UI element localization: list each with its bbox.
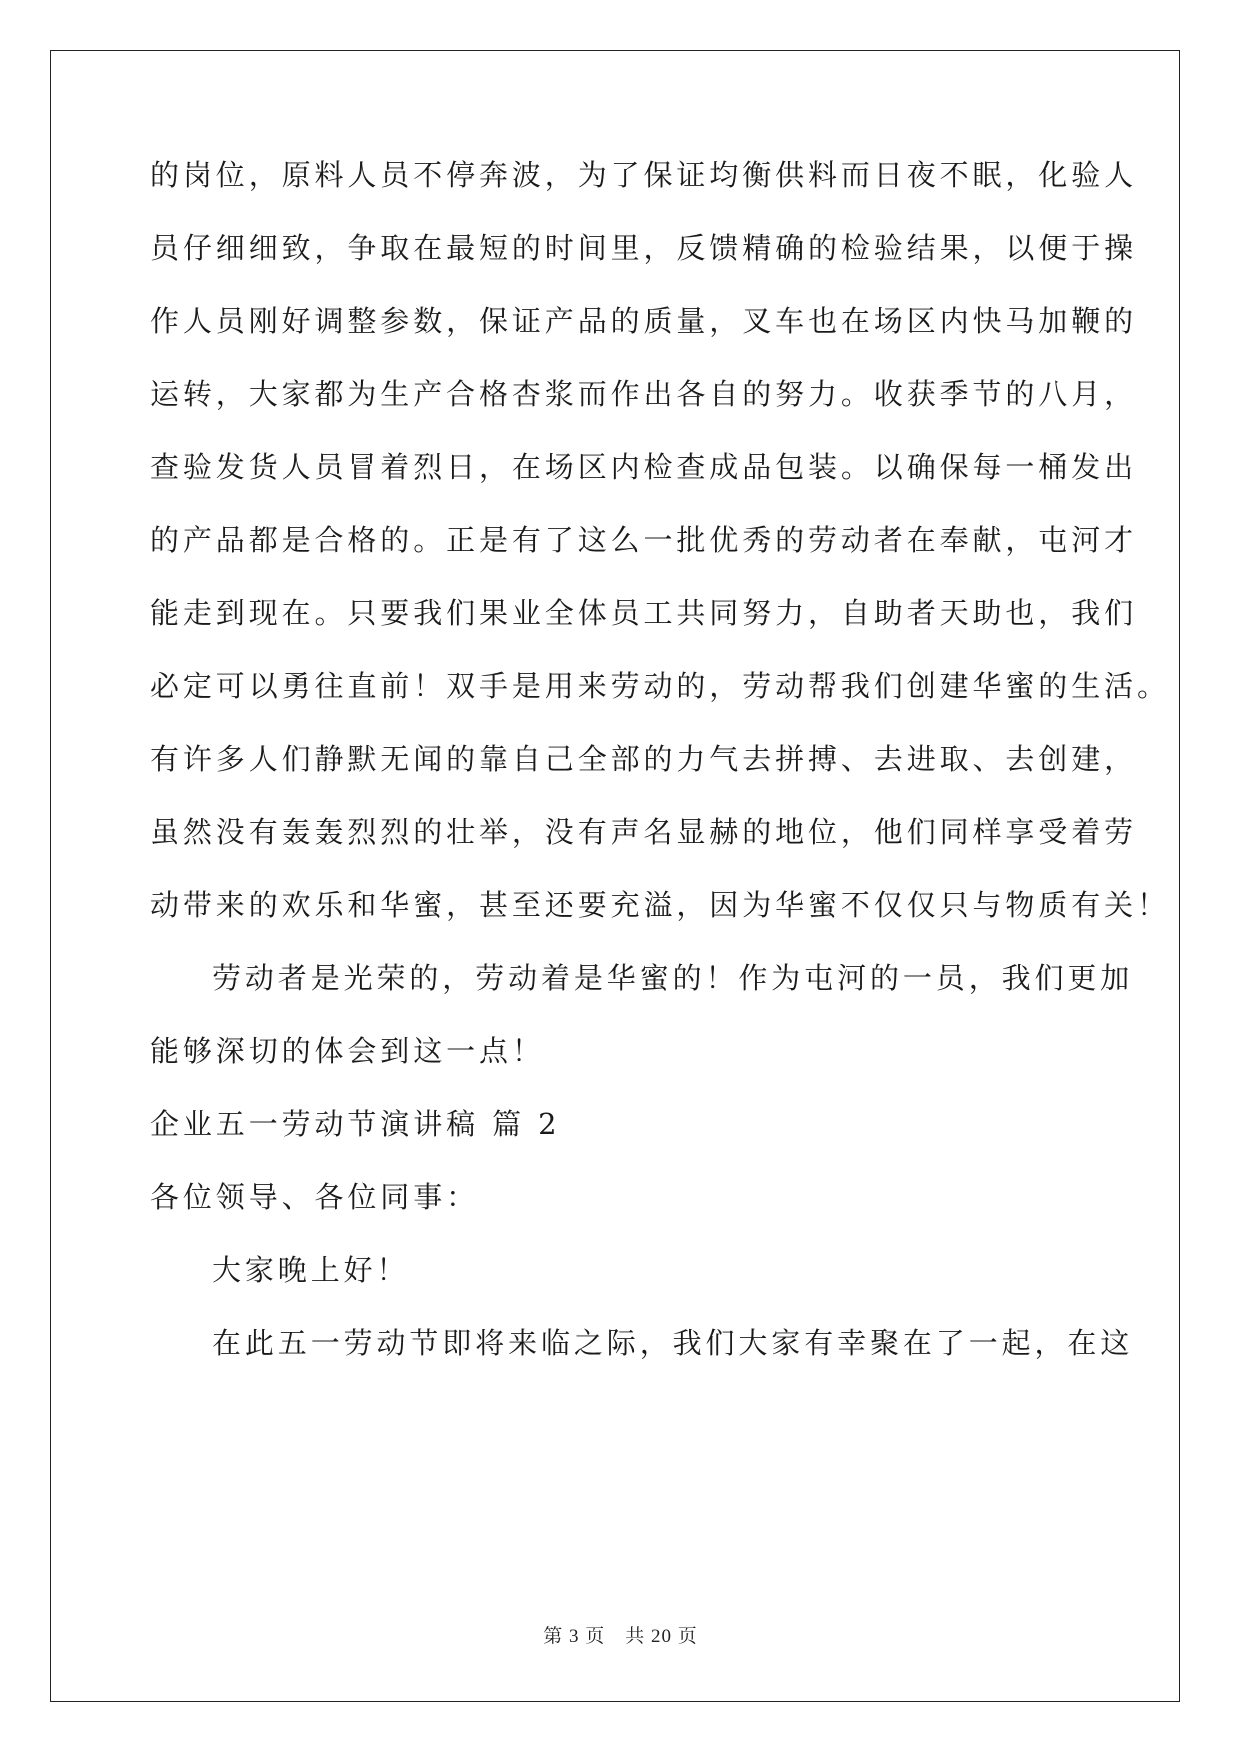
text-line: 的产品都是合格的。正是有了这么一批优秀的劳动者在奉献，屯河才 xyxy=(150,523,1138,557)
text-line: 虽然没有轰轰烈烈的壮举，没有声名显赫的地位，他们同样享受着劳 xyxy=(150,815,1138,849)
text-line: 能够深切的体会到这一点！ xyxy=(150,1034,545,1068)
paragraph-start-line: 劳动者是光荣的，劳动着是华蜜的！作为屯河的一员，我们更加 xyxy=(212,961,1134,995)
text-line: 查验发货人员冒着烈日，在场区内检查成品包装。以确保每一桶发出 xyxy=(150,450,1138,484)
text-line: 员仔细细致，争取在最短的时间里，反馈精确的检验结果，以便于操 xyxy=(150,231,1138,265)
paragraph-start-line: 在此五一劳动节即将来临之际，我们大家有幸聚在了一起，在这 xyxy=(212,1326,1134,1360)
text-line: 有许多人们静默无闻的靠自己全部的力气去拼搏、去进取、去创建， xyxy=(150,742,1138,776)
salutation: 各位领导、各位同事： xyxy=(150,1180,480,1214)
text-line: 动带来的欢乐和华蜜，甚至还要充溢，因为华蜜不仅仅只与物质有关！ xyxy=(150,888,1170,922)
text-line: 运转，大家都为生产合格杏浆而作出各自的努力。收获季节的八月， xyxy=(150,377,1138,411)
section-heading: 企业五一劳动节演讲稿 篇 2 xyxy=(150,1107,561,1141)
text-line: 必定可以勇往直前！双手是用来劳动的，劳动帮我们创建华蜜的生活。 xyxy=(150,669,1170,703)
page-number-footer: 第 3 页 共 20 页 xyxy=(543,1626,698,1647)
text-line: 作人员刚好调整参数，保证产品的质量，叉车也在场区内快马加鞭的 xyxy=(150,304,1138,338)
text-line: 的岗位，原料人员不停奔波，为了保证均衡供料而日夜不眠，化验人 xyxy=(150,158,1138,192)
text-line: 能走到现在。只要我们果业全体员工共同努力，自助者天助也，我们 xyxy=(150,596,1138,630)
greeting: 大家晚上好！ xyxy=(212,1253,410,1287)
